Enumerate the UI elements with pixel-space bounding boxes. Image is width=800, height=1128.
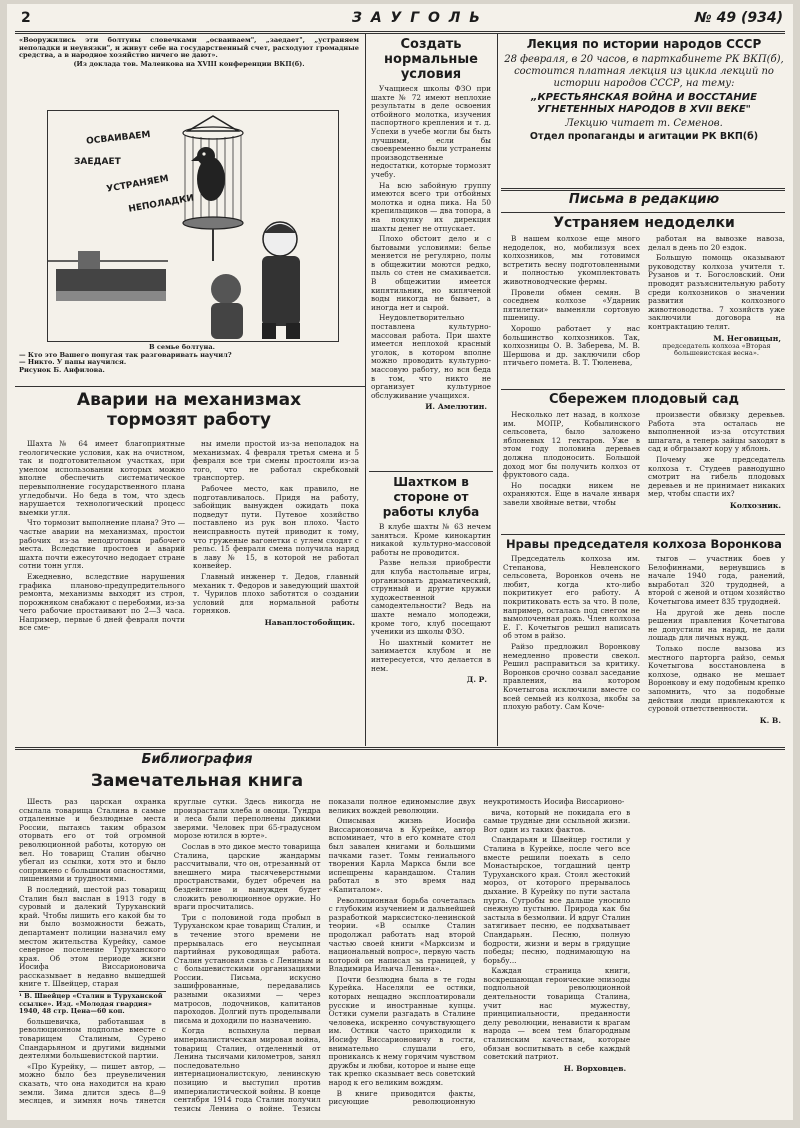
lecture-notice: [503, 37, 785, 187]
cartoon-word-2: ЗАЕДАЕТ: [74, 157, 121, 167]
shortcomings-paragraph: Хорошо работает у нас большинство колхозников. Так, колхозницы О. В. Заберева, М. В. Шершова и др. заключили сбор птичьего помета. В. Т. Тюленева,: [503, 323, 640, 368]
article-conditions-title: Создать нормальные условия: [384, 37, 478, 82]
cartoon-word-3: УСТРАНЯЕМ: [105, 173, 170, 195]
bibliography-paragraph: Революционная борьба сочеталась с глубоким изучением и дальнейшей разработкой марксистско-ленинской теории. «В ссылке Сталин продолжал работать над второй частью своей книги «Марксизм и национальный вопрос», первую часть которой он написал за границей, у Владимира Ильича Ленина».: [328, 895, 476, 974]
caption-title: В семье болтуна.: [149, 344, 215, 351]
lecture-title: Лекция по истории народов СССР: [526, 37, 762, 51]
issue-number: № 49 (934): [694, 10, 783, 26]
bibliography-title: Замечательная книга: [90, 771, 304, 791]
accidents-signature: Наваплостобойщик.: [264, 617, 355, 627]
chairman-paragraph: Райзо предложил Воронкову немедленно провести свекол. Решил расправиться за критику. Воронков срочно созвал заседание правления, на котором Кочетыгова исключили вместе со всей семьей из колхоза, якобы за плохую работу. Сам Коче-: [503, 641, 640, 712]
chairman-signature: К. В.: [759, 715, 781, 725]
caption-credit: Рисунок Б. Анфилова.: [19, 365, 105, 374]
article-club: [371, 475, 491, 743]
chairman-paragraph: На другой же день после решения правления Кочетыгова не допустили на наряд, не дали лошадь для личных нужд.: [648, 607, 785, 643]
bibliography-paragraph: Описывая жизнь Иосифа Виссарионовича в Курейке, автор вспоминает, что в его комнате стол был завален книгами и большими пачками газет. Томы гениального творения Карла Маркса были все испещрены карандашом. Сталин работал в это время над «Капиталом».: [328, 816, 476, 894]
chairman-paragraph: Только после вызова из местного парторга райзо, семья Кочетыгова восстановлена в колхозе, однако не мешает Воронкову и ему подобным крепко запомнить, что за подобные действия люди привлекаются к суровой ответственности.: [648, 643, 785, 714]
bibliography-paragraph: Спандарьян и Швейцер гостили у Сталина в Курейке, после чего все вместе решили поехать в село Монастырское, тогдашний центр Туруханского края. Стоял жестокий мороз, от которого прерывалось дыхание. В Курейку по пути застала пурга. Сугробы все дальше уносило снежную пустыню. Природа как бы застыла в безмолвии. И вдруг Сталин затягивает песню, ее подхватывает Спандарьян. Песню, полную бодрости, жизни и веры в грядущие победы; песню, поднимающую на борьбу...: [483, 835, 631, 965]
chairman-paragraph: тыгов — участник боев у Белофиннами, вернувшись в начале 1940 года, ранений, выработал 320 трудодней, а второй с женой и отцом хозяйство Кочетыгова имеет 835 трудодней.: [648, 554, 785, 606]
article-accidents-title: Аварии на механизмах тормозят работу: [76, 390, 302, 430]
letter-chairman: [503, 537, 785, 743]
bibliography-footnote: ¹ В. Швейцер «Сталин в Туруханской ссылке». Изд. «Молодая гвардия» 1940, 48 стр. Цена—60 коп.: [19, 991, 166, 1016]
accidents-paragraph: ны имели простой из-за неполадок на механизмах. 4 февраля третья смена и 5 февраля все три смены простояли из-за того, что не работал скребковый транспортер.: [193, 439, 359, 483]
shortcomings-paragraph: В нашем колхозе еще много недоделок, но, мобилизуя всех колхозников, мы готовимся встретить весну подготовленными и полностью укомплектовать животноводческие фермы.: [503, 234, 640, 286]
lecture-topic: „КРЕСТЬЯНСКАЯ ВОЙНА И ВОССТАНИЕ УГНЕТЕННЫХ НАРОДОВ В XVII ВЕКЕ": [531, 92, 757, 115]
shortcomings-paragraph: работая на вывозке навоза, делал в день по 20 ездок.: [648, 234, 785, 252]
accidents-paragraph: Рабочее место, как правило, не подготавливалось. Придя на работу, забойщик вынужден ожидать пока подведут пути. Путевое хозяйство поставлено из рук вон плохо. Часто неисправность путей приводит к тому, что груженые вагонетки с углем сходят с рельс. 15 февраля смена получила наряд в лаву № 15, в которой не работал конвейер.: [193, 483, 359, 571]
bibliography-paragraph: большевичка, работавшая в революционном подполье вместе с товарищем Сталиным, Сурено Спандарьяном и другими видными деятелями большевистской партии.: [19, 1016, 166, 1061]
cartoon: [47, 110, 339, 342]
epigraph-text: «Вооружились эти болтуны словечками „осваиваем", „заедает", „устраняем неполадки и неувязки", и живут себе на государственный счет, расходуют громадные средства, а в народное хозяйство ничего не дают».: [19, 37, 359, 60]
bibliography-signature: Н. Ворховцев.: [563, 1063, 627, 1073]
cartoon-word-4: НЕПОЛАДКИ: [127, 193, 195, 215]
bibliography-paragraph: Когда вспыхнула первая империалистическая мировая война, товарищ Сталин, отделенный от Ленина тысячами километров, занял последовательно интернационалистскую, ленинскую позицию и выступил против империалистической войны. В конце сентября 1914 года Сталин получил тезисы Ленина о войне. Тезисы показали полное единомыслие двух великих вождей революции.: [173, 798, 476, 1113]
bibliography-paragraph: Шесть раз царская охранка ссылала товарища Сталина в самые отдаленные и безлюдные места России, пытаясь таким образом оторвать его от той огромной революционной работы, которую он вел. Но товарищ Сталин обычно убегал из ссылки, хотя это и было сопряжено с большими опасностями, лишениями и трудностями.: [19, 798, 166, 884]
epigraph-source: (Из доклада тов. Маленкова на XVIII конференции ВКП(б).: [73, 59, 305, 68]
club-signature: Д. Р.: [466, 675, 487, 685]
orchard-paragraph: Несколько лет назад, в колхозе им. МОПР, Кобылинского сельсовета, было заложено яблоневых 12 гектаров. Уже в этом году половина деревьев должна плодоносить. Большой доход мог бы получить колхоз от фруктового сада.: [503, 410, 640, 480]
lecture-lecturer: Лекцию читает т. Семенов.: [565, 118, 723, 129]
orchard-paragraph: произвести обвязку деревьев. Работа эта осталась не выполненной из-за отсутствия шпагата, а теперь зайцы заходят в сад и обгрызают кору у яблонь.: [648, 410, 785, 454]
lecture-organizer: Отдел пропаганды и агитации РК ВКП(б): [529, 131, 759, 142]
conditions-paragraph: Неудовлетворительно поставлена культурно-массовая работа. При шахте имеется неплохой красный уголок, в котором вполне можно проводить культурно-массовую работу, но вся беда в том, что никто не организует культурное обслуживание учащихся.: [371, 313, 491, 400]
article-conditions: [371, 37, 491, 469]
bibliography-paragraph: вича, который не покидала его в самые трудные дни ссыльной жизни. Вот один из таких фактов.: [483, 807, 631, 834]
accidents-paragraph: Шахта № 64 имеет благоприятные геологические условия, как на очистном, так и подготовительном участках, при умелом использовании которых можно вполне обеспечить систематическое перевыполнение государственного плана угледобычи. Но беда в том, что здесь нарушается технологический процесс выемки угля.: [19, 439, 185, 517]
shortcomings-signature: М. Неговицын,: [713, 333, 781, 343]
accidents-paragraph: Что тормозит выполнение плана? Это — частые аварии на механизмах, простои рабочих из-за неподготовки рабочего места. Вследствие простоев и аварий шахта почти ежесуточно недодает стране сотни тонн угля.: [19, 518, 185, 571]
bibliography-paragraph: Каждая страница книги, воскрешающая героические эпизоды подпольной революционной деятельности товарища Сталина, учит нас мужеству, принципиальности, преданности делу революции, ненависти к врагам народа — всем тем благородным сталинским качествам, которые обязан воспитывать в себе каждый советский патриот.: [483, 966, 631, 1062]
caption-line-1: — Кто это Вашего попугая так разговаривать научил?: [19, 350, 232, 359]
orchard-paragraph: Почему же председатель колхоза т. Студеев равнодушно смотрит на гибель плодовых деревьев и не принимает никаких мер, чтобы спасти их?: [648, 454, 785, 499]
conditions-paragraph: Учащиеся школы ФЗО при шахте № 72 имеют неплохие результаты в деле освоения отбойного молотка, изучения паспортного крепления и т. д. Успехи в учебе могли бы быть лучшими, если бы своевременно были устранены производственные недостатки, которые тормозят учебу.: [371, 84, 491, 179]
letter-shortcomings-title: Устраняем недоделки: [553, 215, 735, 231]
cartoon-word-1: ОСВАИВАЕМ: [85, 130, 152, 147]
page-number: 2: [21, 10, 31, 26]
conditions-paragraph: Плохо обстоит дело и с бытовыми условиями: белье меняется не регулярно, полы в общежитии моются редко, пыль со стен не смахивается. В общежитии имеется кипятильник, но кипяченой воды никогда не бывает, а иногда нет и сырой.: [371, 234, 491, 312]
bibliography-paragraph: Сослав в это дикое место товарища Сталина, царские жандармы рассчитывали, что он, отрезанный от внешнего мира тысячеверстными пространствами, будет обречен на бездействие и вынужден будет сложить революционное оружие. Но враги просчитались.: [173, 841, 321, 912]
letter-orchard-title: Сбережем плодовый сад: [549, 392, 739, 407]
lecture-body: 28 февраля, в 20 часов, в парткабинете РК ВКП(б), состоится платная лекция из цикла лекций по истории народов СССР, на тему:: [504, 54, 784, 89]
accidents-paragraph: Главный инженер т. Дедов, главный механик т. Федоров и заведующий шахтой т. Чурилов плохо заботятся о создании условий для нормальной работы горняков.: [193, 571, 359, 616]
bibliography-paragraph: В последний, шестой раз товарищ Сталин был выслан в 1913 году в суровый и далекий Туруханский край. Чтобы лишить его какой бы то ни было возможности бежать, департамент полиции назначил ему местом жительства Курейку, самое северное поселение Туруханского края. Об этом периоде жизни Иосифа Виссарионовича рассказывает в недавно вышедшей книге т. Швейцер, старая: [19, 884, 166, 989]
masthead: З А У Г О Л Ь: [352, 10, 482, 26]
chairman-paragraph: Председатель колхоза им. Степанова, Невленского сельсовета, Воронков очень не любит, когда кто-либо покритикует его работу. А покритиковать есть за что. В поле, например, осталась под снегом не вымолоченная рожь. Член колхоза Е. Г. Кочетыгов решил написать об этом в райзо.: [503, 554, 640, 641]
club-paragraph: Разве нельзя приобрести для клуба настольные игры, организовать драматический, струнный и другие кружки художественной самодеятельности? Ведь на шахте немало молодежи, кроме того, клуб посещают ученики из школы ФЗО.: [371, 558, 491, 637]
bibliography-paragraph: Три с половиной года пробыл в Туруханском крае товарищ Сталин, и в течение этого времени не прерывалась его неусыпная партийная руководящая работа. Сталин установил связь с Лениным и с большевистскими организациями России. Письма, искусно зашифрованные, передавались разными оказиями — через матросов, лодочников, капитанов пароходов. Долгий путь проделывали письма и доходили по назначению.: [173, 912, 321, 1025]
bibliography-body: [19, 798, 785, 1114]
letter-shortcomings: [503, 215, 785, 387]
club-paragraph: В клубе шахты № 63 нечем заняться. Кроме кинокартин никакой культурно-массовой работы не проводится.: [371, 522, 491, 557]
bibliography-paragraph: В книге приводятся факты, рисующие революционную неукротимость Иосифа Виссарионо-: [328, 798, 625, 1107]
bibliography-section: Библиография: [141, 752, 253, 767]
letters-section-header: Письма в редакцию: [568, 192, 720, 207]
conditions-paragraph: На всю забойную группу имеются всего три отбойных молотка и одна пика. На 50 крепильщиков — два топора, а на покупку их дирекция шахты денег не отпускает.: [371, 180, 491, 233]
article-club-title: Шахтком в стороне от работы клуба: [382, 475, 480, 519]
cartoon-caption: [19, 344, 359, 384]
shortcomings-signature-role: председатель колхоза «Вторая большевистская весна».: [662, 341, 771, 358]
orchard-paragraph: Но посадки никем не охраняются. Еще в начале января завели хвойные ветви, чтобы: [503, 480, 640, 507]
letter-chairman-title: Нравы председателя колхоза Воронкова: [506, 537, 782, 551]
club-paragraph: Но шахтный комитет не занимается клубом и не интересуется, что делается в нем.: [371, 637, 491, 673]
bibliography-paragraph: «Про Курейку, — пишет автор, — можно было без преувеличения сказать, что она находится на краю земли. Зима длится здесь 8—9 месяцев, и зимняя ночь тянется круглые сутки. Здесь никогда не произрастали хлеба и овощи. Тундра и леса были переполнены дикими зверями. Человек при 65-градусном морозе ютился в юрте».: [19, 798, 321, 1106]
accidents-paragraph: Ежедневно, вследствие нарушения графика планово-предупредительного ремонта, механизмы выходят из строя, порожняком снабжают с перебоями, из-за чего рабочие простаивают по 2—3 часа. Например, первые 6 дней февраля почти все сме-: [19, 571, 185, 633]
conditions-signature: И. Амелютин.: [425, 402, 487, 412]
orchard-signature: Колхозник.: [729, 500, 781, 510]
bibliography-paragraph: Почти безлюдна была в те годы Курейка. Населяли ее остяки, которых нещадно эксплоатировали русские и иностранные купцы. Остяки сумели разгадать в Сталине человека, искренно сочувствующего им. Остяки часто приходили к Иосифу Виссарионовичу в гости, внимательно слушали его, проникаясь к нему горячим чувством дружбы и любви, которое и ныне еще так крепко сказывает весь советский народ к его великим вождям.: [328, 974, 476, 1087]
caption-line-2: — Никто. У папы научился.: [19, 358, 127, 367]
newspaper-page: [7, 4, 793, 1120]
epigraph: [19, 37, 359, 107]
letter-orchard: [503, 392, 785, 532]
shortcomings-paragraph: Провели обмен семян. В соседнем колхозе «Ударник пятилетки» выменяли сортовую пшеницу.: [503, 287, 640, 323]
shortcomings-paragraph: Большую помощь оказывают руководству колхоза учителя т. Рузанов и т. Богословский. Они проводят разъяснительную работу среди колхозников о значении развития колхозного животноводства. 7 хозяйств уже заключили договора на контрактацию телят.: [648, 253, 785, 331]
article-accidents: [19, 390, 359, 742]
